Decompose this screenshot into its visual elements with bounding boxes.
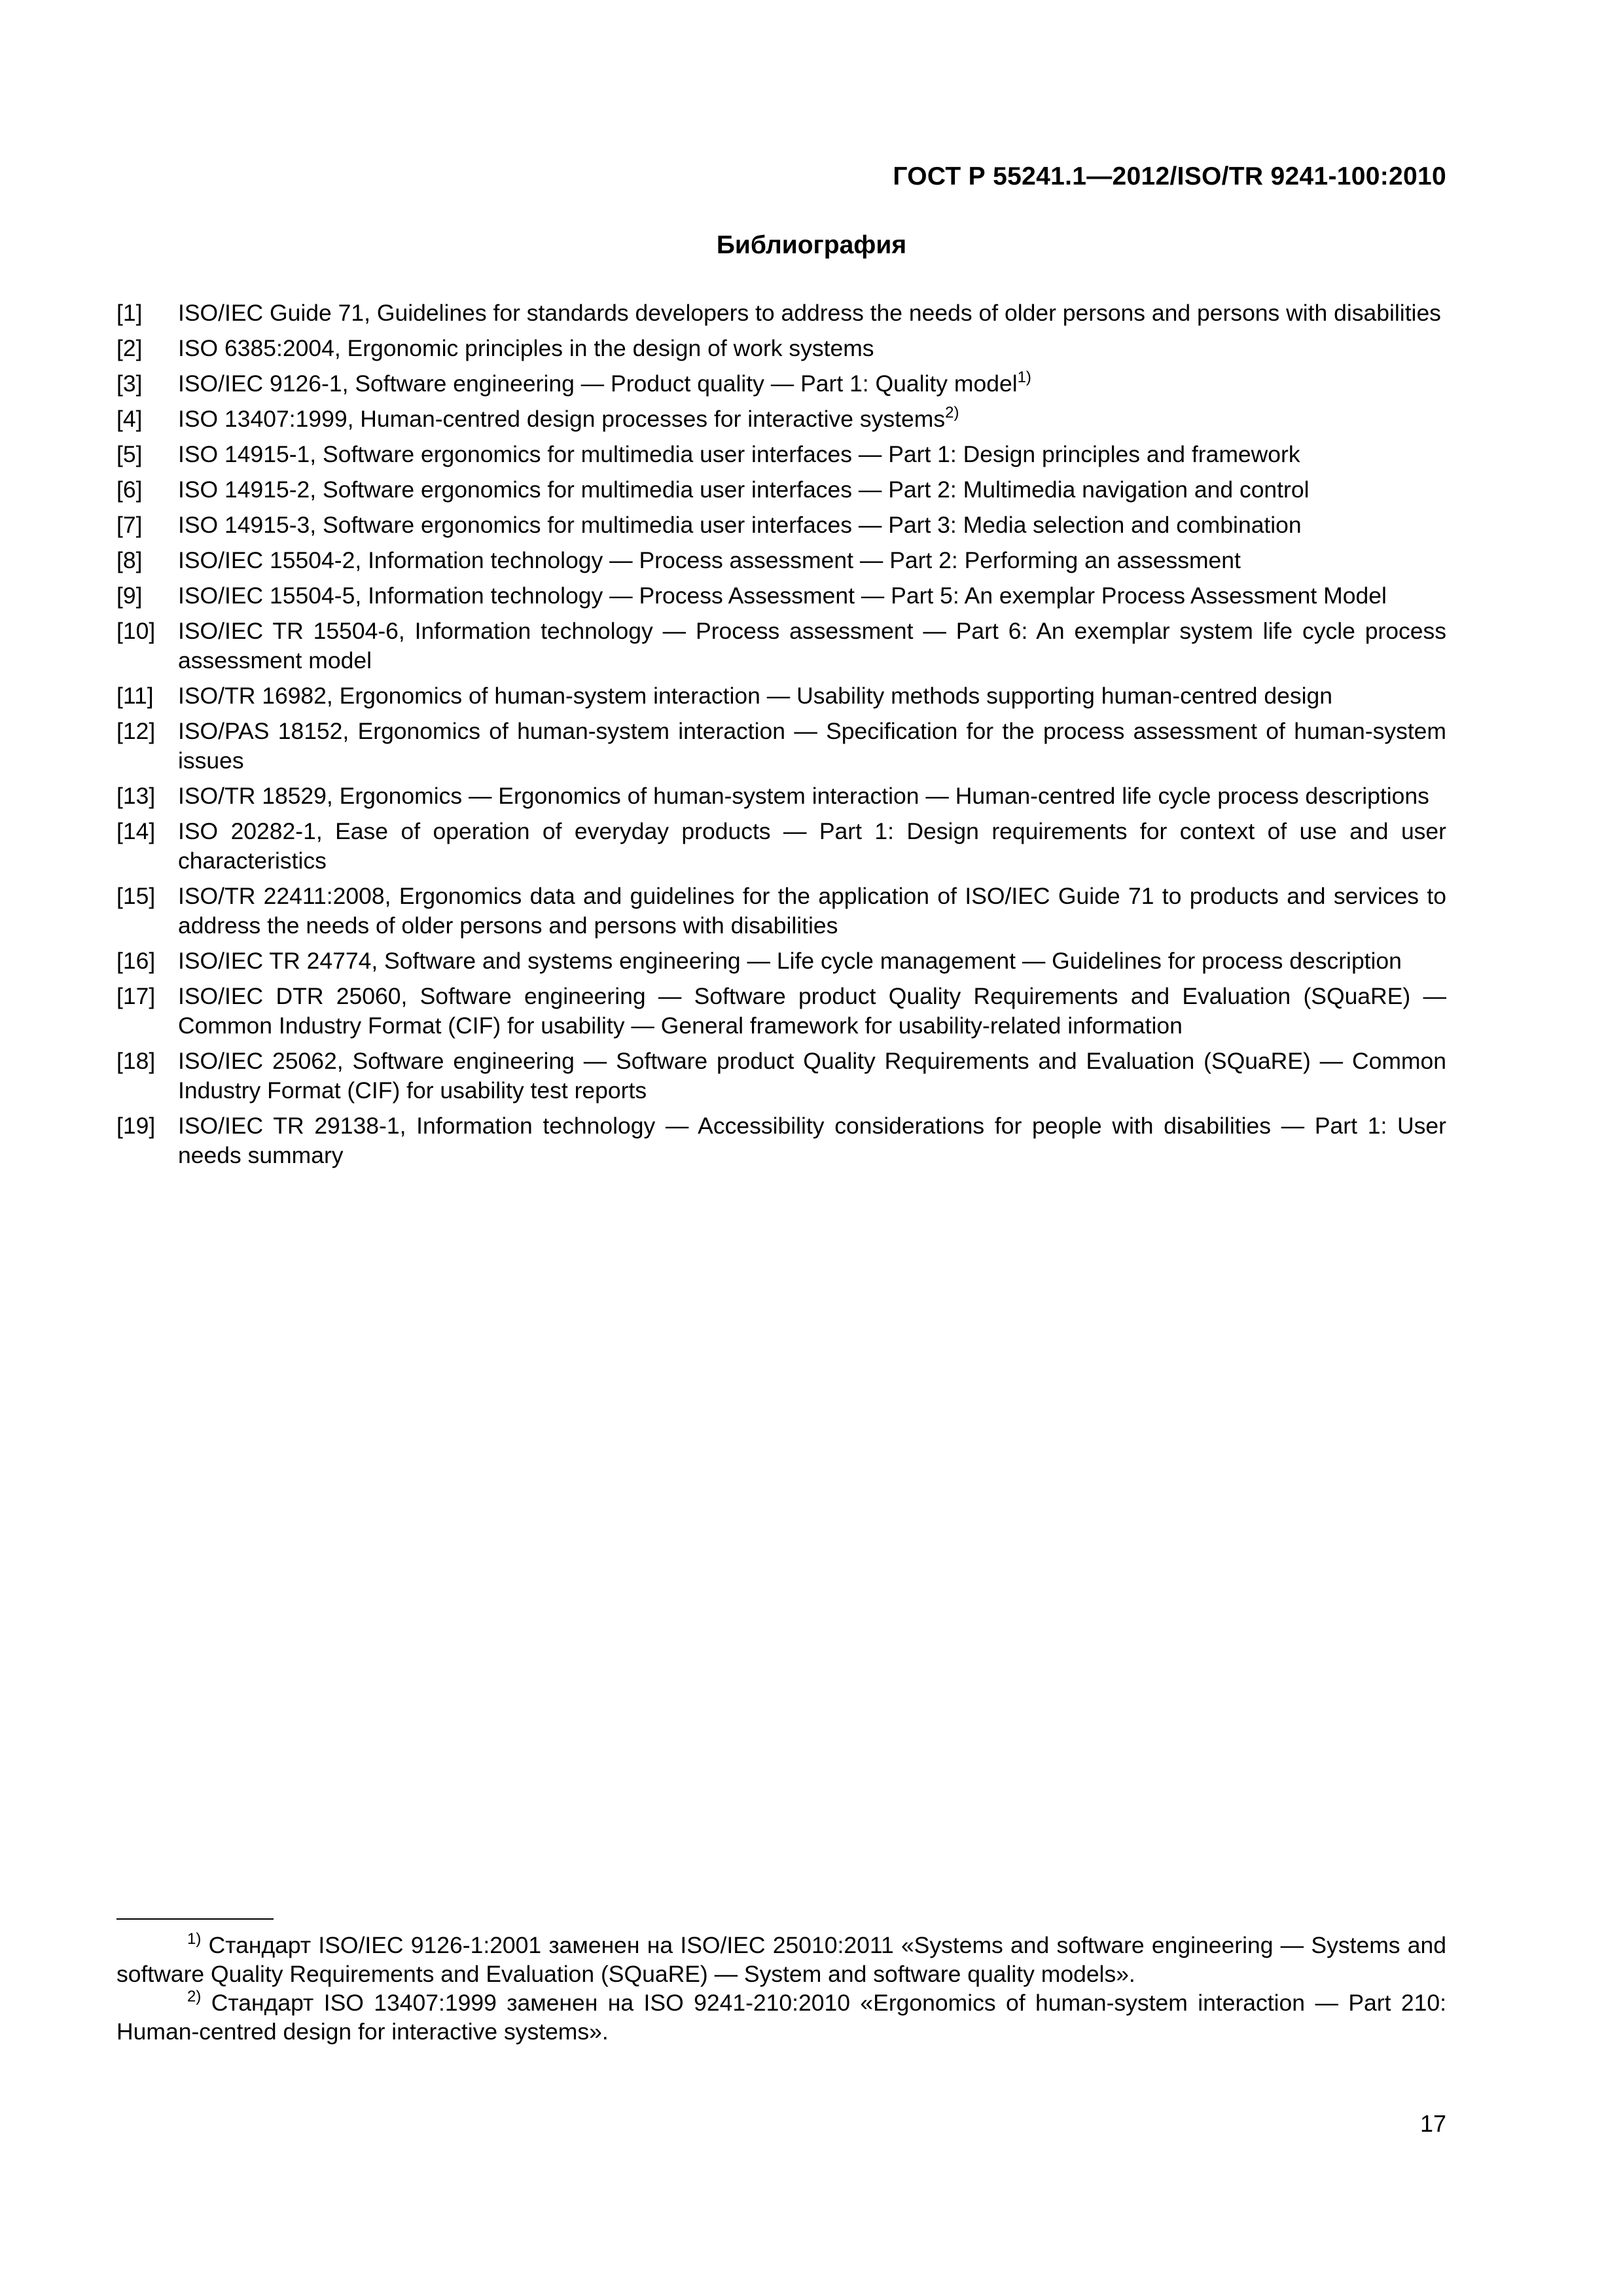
entry-text: ISO/PAS 18152, Ergonomics of human-system interaction — Specification for the process assessment of human-system issues [178,718,1446,774]
footnote-text: Стандарт ISO/IEC 9126-1:2001 заменен на ISO/IEC 25010:2011 «Systems and software engineering — Systems and software Quality Requirements and Evaluation (SQuaRE) — System and software quality models». [116,1932,1446,1987]
entry-number: [15] [116,883,156,909]
bibliography-entry [116,617,1446,675]
page-title: Библиография [716,231,907,259]
entry-number: [8] [116,547,143,573]
bibliography-entry [116,817,1446,876]
bibliography-list [116,298,1446,1176]
entry-number: [1] [116,300,143,326]
footnote [116,1931,1446,1988]
entry-number: [17] [116,983,156,1009]
bibliography-entry [116,1047,1446,1105]
entry-number: [10] [116,618,156,644]
bibliography-entry [116,546,1446,575]
entry-text: ISO 6385:2004, Ergonomic principles in the design of work systems [178,335,874,361]
entry-text-wrap [178,1047,1446,1105]
entry-number: [18] [116,1048,156,1074]
entry-text-wrap [178,982,1446,1041]
page-number: 17 [1419,2110,1446,2137]
entry-text-wrap [178,546,1446,575]
footnote-reference: 1) [1017,368,1031,386]
entry-number: [16] [116,948,156,974]
footnote-reference: 2) [945,404,959,422]
entry-number: [9] [116,583,143,609]
bibliography-entry [116,404,1446,434]
entry-number: [3] [116,370,143,397]
entry-text-wrap [178,511,1446,540]
entry-text: ISO 20282-1, Ease of operation of everyday products — Part 1: Design requirements for context of use and user characteristics [178,818,1446,874]
entry-number: [12] [116,718,156,744]
entry-text-wrap [178,334,1446,363]
entry-text-wrap [178,717,1446,776]
footnote-mark: 1) [187,1930,202,1948]
entry-text-wrap [178,404,1446,434]
bibliography-entry [116,681,1446,711]
footnote-separator [116,1918,274,1920]
bibliography-entry [116,717,1446,776]
entry-text: ISO 14915-2, Software ergonomics for multimedia user interfaces — Part 2: Multimedia navigation and control [178,476,1310,503]
entry-number: [19] [116,1113,156,1139]
bibliography-entry [116,511,1446,540]
footnote-mark: 2) [187,1988,202,2005]
bibliography-entry [116,1111,1446,1170]
entry-text: ISO/TR 18529, Ergonomics — Ergonomics of human-system interaction — Human-centred life cycle process descriptions [178,783,1429,809]
entry-text: ISO 14915-1, Software ergonomics for multimedia user interfaces — Part 1: Design principles and framework [178,441,1300,467]
entry-text: ISO/TR 16982, Ergonomics of human-system interaction — Usability methods supporting human-centred design [178,683,1333,709]
entry-number: [4] [116,406,143,432]
entry-text: ISO/IEC 15504-2, Information technology — Process assessment — Part 2: Performing an assessment [178,547,1241,573]
entry-text: ISO/IEC Guide 71, Guidelines for standards developers to address the needs of older persons and persons with disabilities [178,300,1441,326]
entry-text-wrap [178,581,1446,611]
entry-number: [5] [116,441,143,467]
entry-text: ISO/IEC 9126-1, Software engineering — Product quality — Part 1: Quality model [178,370,1018,397]
footnote-text: Стандарт ISO 13407:1999 заменен на ISO 9241-210:2010 «Ergonomics of human-system interaction — Part 210: Human-centred design for interactive systems». [116,1990,1446,2045]
entry-text: ISO/IEC 25062, Software engineering — Software product Quality Requirements and Evaluation (SQuaRE) — Common Industry Format (CIF) for usability test reports [178,1048,1446,1103]
entry-number: [14] [116,818,156,844]
bibliography-entry [116,882,1446,941]
entry-number: [7] [116,512,143,538]
entry-number: [2] [116,335,143,361]
entry-text-wrap [178,681,1446,711]
entry-text: ISO/IEC TR 24774, Software and systems engineering — Life cycle management — Guidelines for process description [178,948,1402,974]
entry-text-wrap [178,946,1446,976]
entry-text-wrap [178,882,1446,941]
entry-number: [13] [116,783,156,809]
bibliography-entry [116,581,1446,611]
entry-text-wrap [178,817,1446,876]
footnotes [116,1931,1446,2046]
entry-text-wrap [178,475,1446,505]
bibliography-entry [116,369,1446,399]
entry-text: ISO 14915-3, Software ergonomics for multimedia user interfaces — Part 3: Media selection and combination [178,512,1302,538]
entry-text-wrap [178,369,1446,399]
bibliography-entry [116,781,1446,811]
bibliography-entry [116,298,1446,328]
bibliography-entry [116,440,1446,469]
entry-text: ISO/IEC TR 29138-1, Information technology — Accessibility considerations for people with disabilities — Part 1: User needs summary [178,1113,1446,1168]
entry-text-wrap [178,1111,1446,1170]
entry-text: ISO 13407:1999, Human-centred design processes for interactive systems [178,406,946,432]
bibliography-entry [116,982,1446,1041]
entry-text: ISO/IEC DTR 25060, Software engineering — Software product Quality Requirements and Evaluation (SQuaRE) — Common Industry Format (CIF) for usability — General framework for usability-related information [178,983,1446,1039]
entry-text: ISO/TR 22411:2008, Ergonomics data and guidelines for the application of ISO/IEC Guide 71 to products and services to address the needs of older persons and persons with disabilities [178,883,1446,939]
entry-text: ISO/IEC 15504-5, Information technology — Process Assessment — Part 5: An exemplar Process Assessment Model [178,583,1387,609]
entry-text-wrap [178,781,1446,811]
footnote [116,1988,1446,2046]
entry-number: [11] [116,683,154,709]
entry-number: [6] [116,476,143,503]
entry-text-wrap [178,440,1446,469]
entry-text: ISO/IEC TR 15504-6, Information technology — Process assessment — Part 6: An exemplar system life cycle process assessment model [178,618,1446,673]
standard-designation-header: ГОСТ Р 55241.1—2012/ISO/TR 9241-100:2010 [893,162,1446,190]
bibliography-entry [116,334,1446,363]
entry-text-wrap [178,298,1446,328]
entry-text-wrap [178,617,1446,675]
bibliography-entry [116,475,1446,505]
bibliography-entry [116,946,1446,976]
